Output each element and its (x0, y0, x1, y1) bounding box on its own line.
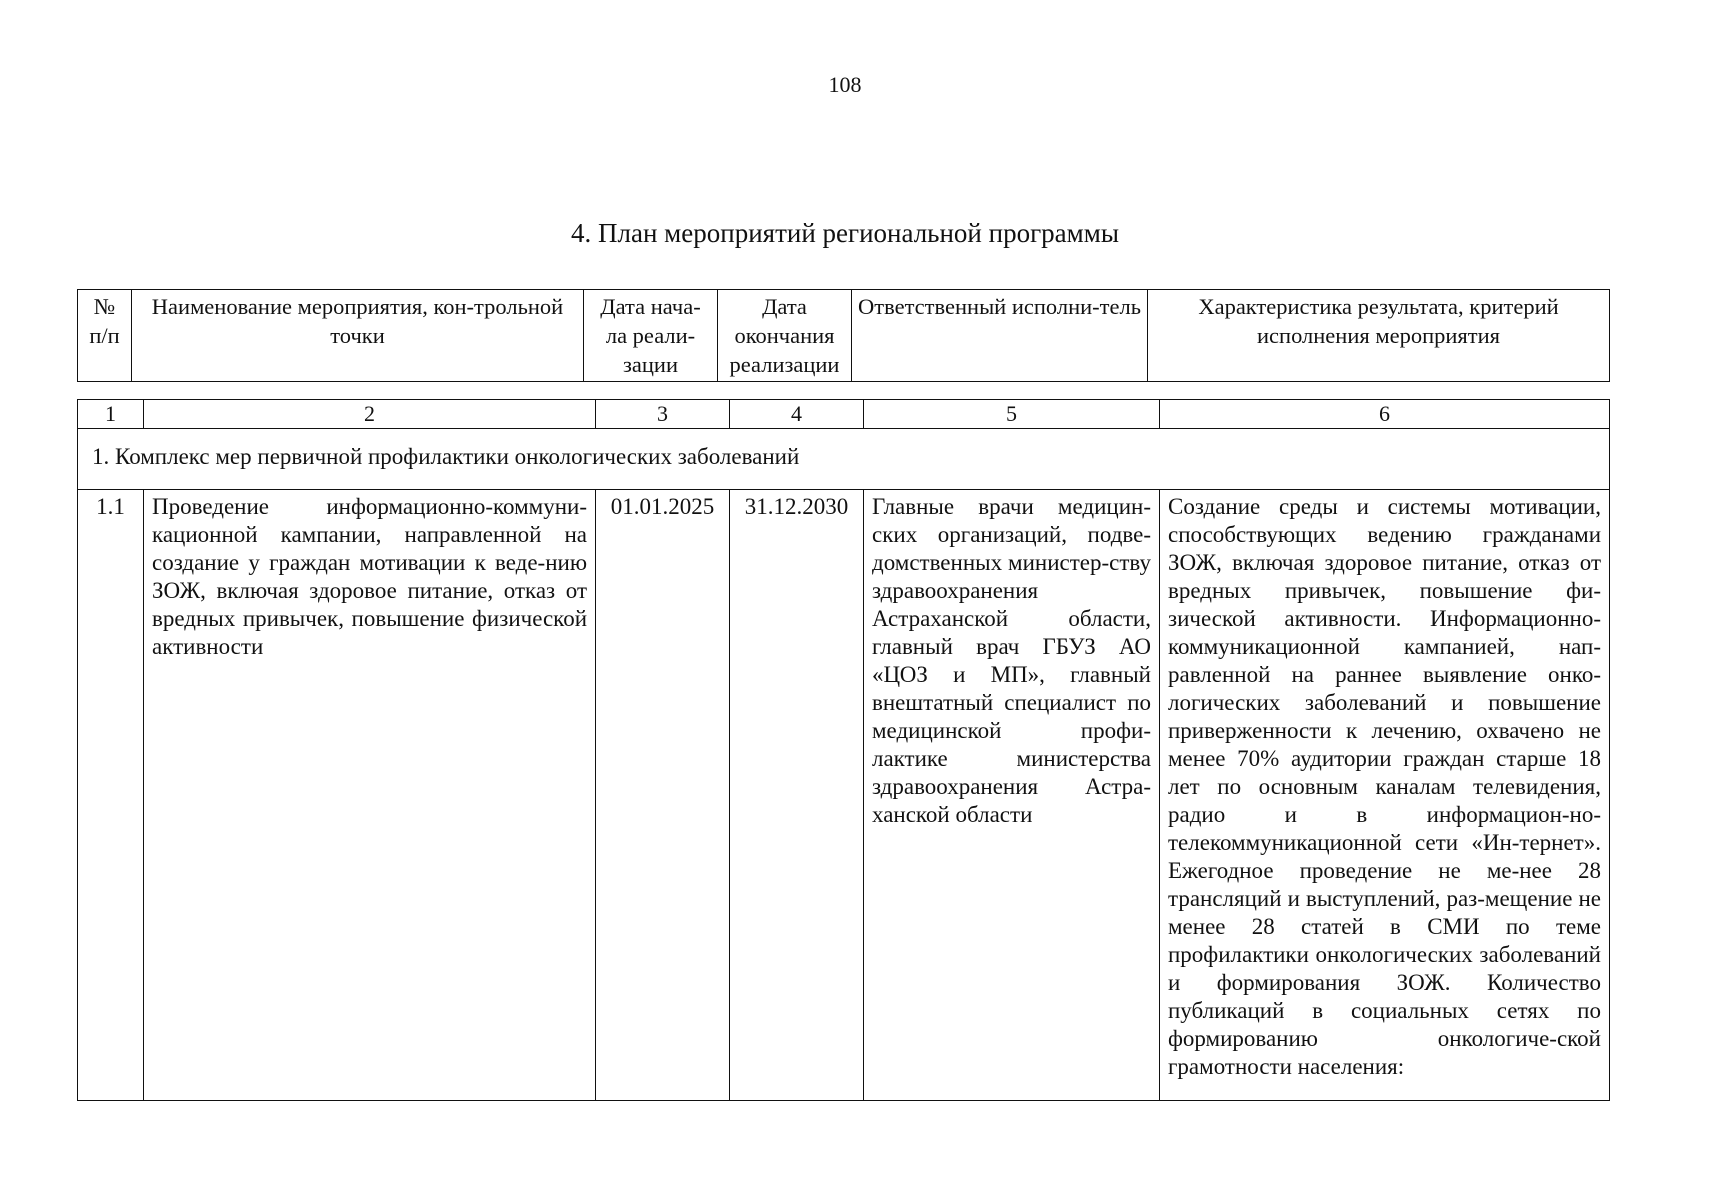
header-row (78, 290, 1610, 382)
row-number: 1.1 (78, 490, 144, 1101)
header-responsible: Ответственный исполни-тель (852, 290, 1148, 382)
header-result: Характеристика результата, критерий исполнения мероприятия (1148, 290, 1610, 382)
column-number-cell: 6 (1160, 400, 1610, 429)
header-end-date: Дата окончания реализации (718, 290, 852, 382)
header-table (77, 289, 1610, 382)
column-number-row (78, 400, 1610, 429)
row-result: Создание среды и системы мотивации, способствующих ведению гражданами ЗОЖ, включая здоровое питание, отказ от вредных привычек, повышение фи-зической активности. Информационно-коммуникационной кампанией, нап-равленной на раннее выявление онко-логических заболеваний и повышение приверженности к лечению, охвачено не менее 70% аудитории граждан старше 18 лет по основным каналам телевидения, радио и в информацион-но-телекоммуникационной сети «Ин-тернет». Ежегодное проведение не ме-нее 28 трансляций и выступлений, раз-мещение не менее 28 статей в СМИ по теме профилактики онкологических заболеваний и формирования ЗОЖ. Количество публикаций в социальных сетях по формированию онкологиче-ской грамотности населения: (1160, 490, 1610, 1101)
header-number: № п/п (78, 290, 132, 382)
header-event-name: Наименование мероприятия, кон-трольной точки (132, 290, 584, 382)
column-number-cell: 3 (596, 400, 730, 429)
column-number-cell: 1 (78, 400, 144, 429)
section-heading-row (78, 429, 1610, 490)
row-start-date: 01.01.2025 (596, 490, 730, 1101)
section-heading: 1. Комплекс мер первичной профилактики онкологических заболеваний (78, 429, 1610, 490)
plan-table (77, 399, 1610, 1101)
table-row (78, 490, 1610, 1101)
section-title: 4. План мероприятий региональной программы (571, 218, 1119, 248)
row-event-name: Проведение информационно-коммуни-кационной кампании, направленной на создание у граждан мотивации к веде-нию ЗОЖ, включая здоровое питание, отказ от вредных привычек, повышение физической активности (144, 490, 596, 1101)
row-responsible: Главные врачи медицин-ских организаций, подве-домственных министер-ству здравоохранения Астраханской области, главный врач ГБУЗ АО «ЦОЗ и МП», главный внештатный специалист по медицинской профи-лактике министерства здравоохранения Астра-ханской области (864, 490, 1160, 1101)
column-number-cell: 2 (144, 400, 596, 429)
page-number: 108 (828, 72, 862, 97)
row-end-date: 31.12.2030 (730, 490, 864, 1101)
header-start-date: Дата нача-ла реали-зации (584, 290, 718, 382)
column-number-cell: 4 (730, 400, 864, 429)
column-number-cell: 5 (864, 400, 1160, 429)
